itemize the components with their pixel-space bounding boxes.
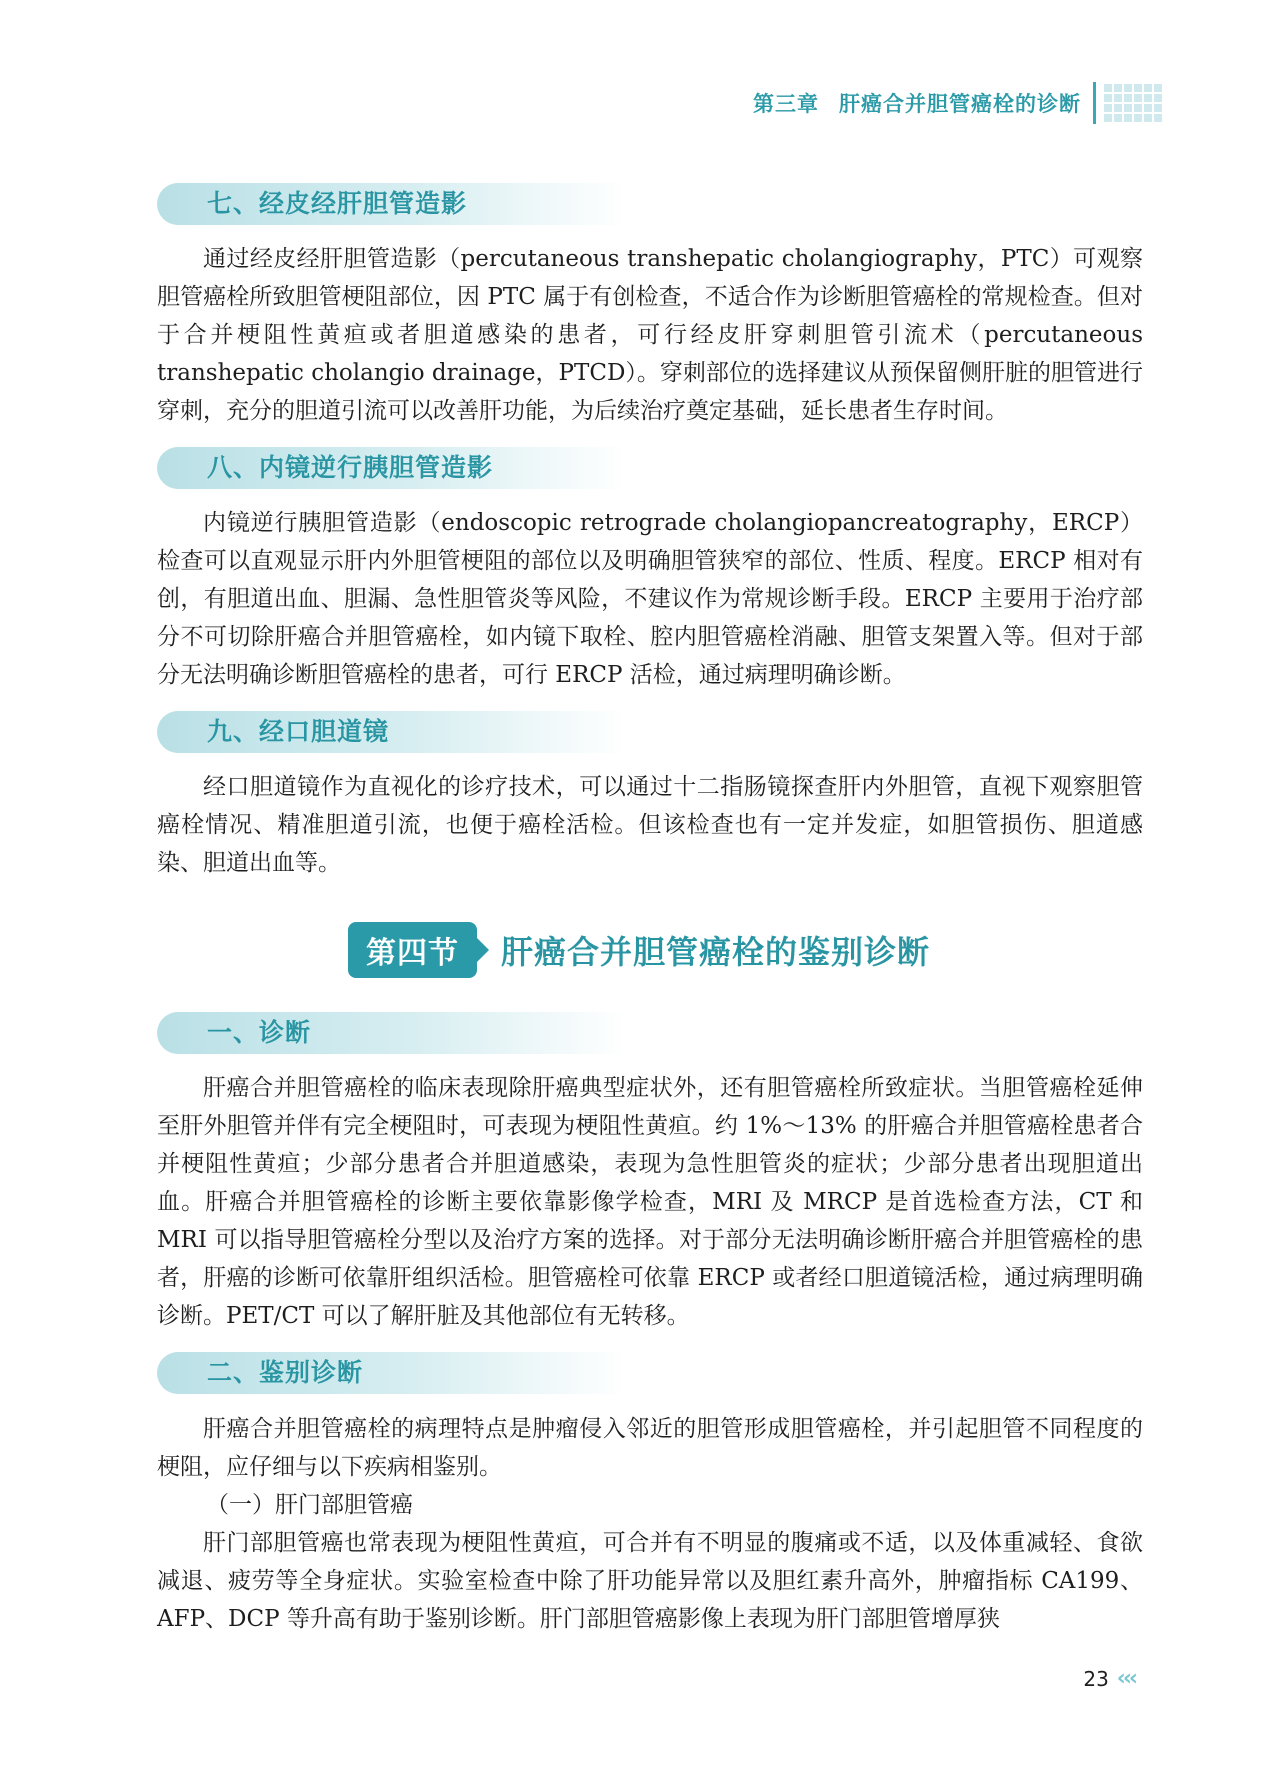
header-divider <box>1093 82 1096 124</box>
header-title: 肝癌合并胆管癌栓的诊断 <box>839 92 1081 116</box>
section-paragraph-7: 通过经皮经肝胆管造影（percutaneous transhepatic cholangiography，PTC）可观察胆管癌栓所致胆管梗阻部位，因 PTC 属于有创检查，不适合作为诊断胆管癌栓的常规检查。但对于合并梗阻性黄疸或者胆道感染的患者，可行经皮肝穿刺胆管引流术（percutaneous transhepatic cholangio drainage，PTCD）。穿刺部位的选择建议从预保留侧肝脏的胆管进行穿刺，充分的胆道引流可以改善肝功能，为后续治疗奠定基础，延长患者生存时间。 <box>157 246 1143 424</box>
header-chapter: 第三章 <box>753 92 819 116</box>
differential-subheading: （一）肝门部胆管癌 <box>206 1492 413 1518</box>
differential-heading: 二、鉴别诊断 <box>157 1352 627 1394</box>
diagnosis-paragraph: 肝癌合并胆管癌栓的临床表现除肝癌典型症状外，还有胆管癌栓所致症状。当胆管癌栓延伸至肝外胆管并伴有完全梗阻时，可表现为梗阻性黄疸。约 1%～13% 的肝癌合并胆管癌栓患者合并梗阻性黄疸；少部分患者合并胆道感染，表现为急性胆管炎的症状；少部分患者出现胆道出血。肝癌合并胆管癌栓的诊断主要依靠影像学检查，MRI 及 MRCP 是首选检查方法，CT 和 MRI 可以指导胆管癌栓分型以及治疗方案的选择。对于部分无法明确诊断肝癌合并胆管癌栓的患者，肝癌的诊断可依靠肝组织活检。胆管癌栓可依靠 ERCP 或者经口胆道镜活检，通过病理明确诊断。PET/CT 可以了解肝脏及其他部位有无转移。 <box>157 1075 1143 1329</box>
chevron-left-icon: ‹‹‹ <box>1116 1666 1135 1691</box>
section-arrow <box>477 938 489 962</box>
section-heading-7: 七、经皮经肝胆管造影 <box>157 183 627 225</box>
section-heading-8: 八、内镜逆行胰胆管造影 <box>157 447 627 489</box>
header-grid-decoration <box>1104 84 1162 122</box>
page-number <box>1083 1666 1135 1691</box>
header-text <box>753 88 1081 118</box>
differential-paragraph: 肝癌合并胆管癌栓的病理特点是肿瘤侵入邻近的胆管形成胆管癌栓，并引起胆管不同程度的梗阻，应仔细与以下疾病相鉴别。 <box>157 1416 1143 1480</box>
section-label: 第四节 <box>348 922 477 978</box>
diagnosis-heading: 一、诊断 <box>157 1012 627 1054</box>
differential-sub-paragraph: 肝门部胆管癌也常表现为梗阻性黄疸，可合并有不明显的腹痛或不适，以及体重减轻、食欲减退、疲劳等全身症状。实验室检查中除了肝功能异常以及胆红素升高外，肿瘤指标 CA199、AFP、DCP 等升高有助于鉴别诊断。肝门部胆管癌影像上表现为肝门部胆管增厚狭 <box>157 1530 1143 1632</box>
section-paragraph-9: 经口胆道镜作为直视化的诊疗技术，可以通过十二指肠镜探查肝内外胆管，直视下观察胆管癌栓情况、精准胆道引流，也便于癌栓活检。但该检查也有一定并发症，如胆管损伤、胆道感染、胆道出血等。 <box>157 774 1143 876</box>
running-header <box>753 82 1162 124</box>
section-banner <box>348 922 930 978</box>
section-heading-9: 九、经口胆道镜 <box>157 711 627 753</box>
page-number-text: 23 <box>1083 1666 1109 1691</box>
section-title: 肝癌合并胆管癌栓的鉴别诊断 <box>501 933 931 971</box>
section-paragraph-8: 内镜逆行胰胆管造影（endoscopic retrograde cholangiopancreatography，ERCP）检查可以直观显示肝内外胆管梗阻的部位以及明确胆管狭窄的部位、性质、程度。ERCP 相对有创，有胆道出血、胆漏、急性胆管炎等风险，不建议作为常规诊断手段。ERCP 主要用于治疗部分不可切除肝癌合并胆管癌栓，如内镜下取栓、腔内胆管癌栓消融、胆管支架置入等。但对于部分无法明确诊断胆管癌栓的患者，可行 ERCP 活检，通过病理明确诊断。 <box>157 510 1143 688</box>
